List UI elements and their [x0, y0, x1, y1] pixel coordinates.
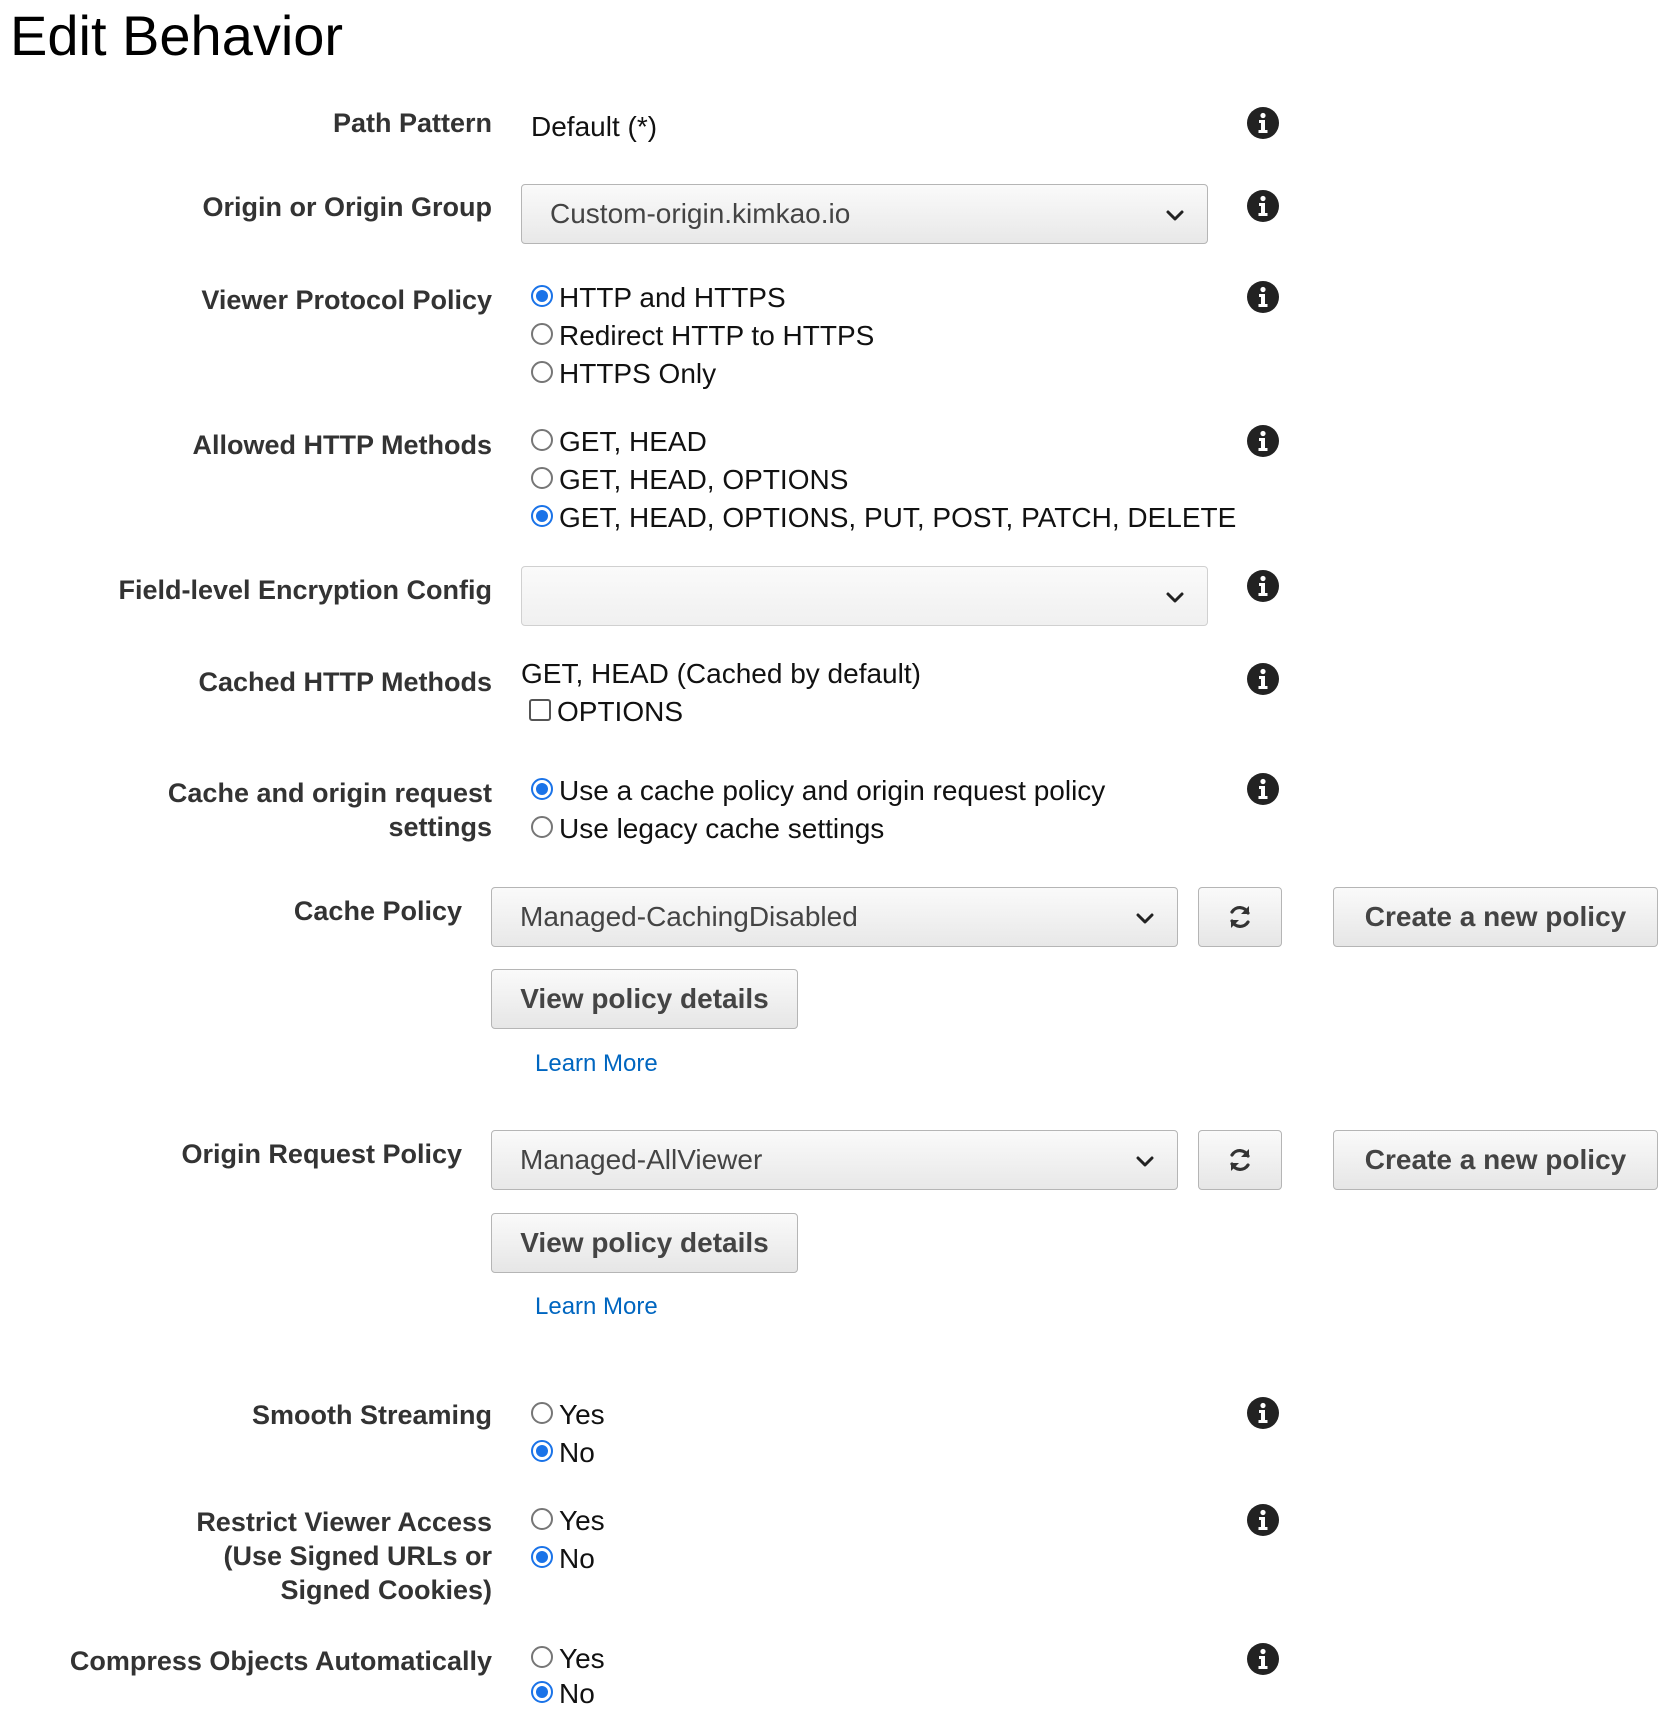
option-label: No: [559, 1543, 595, 1574]
radio-button[interactable]: [531, 323, 553, 345]
info-icon[interactable]: [1246, 106, 1280, 140]
fle-config-select[interactable]: [521, 566, 1208, 626]
info-icon[interactable]: [1246, 1503, 1280, 1537]
restrict-viewer-option-yes[interactable]: [531, 1503, 605, 1539]
cache-policy-learn-more-link[interactable]: Learn More: [535, 1050, 658, 1077]
option-label: Yes: [559, 1399, 605, 1430]
cached-methods-default-text: GET, HEAD (Cached by default): [521, 658, 921, 689]
chevron-down-icon: [1135, 908, 1155, 928]
cached-methods-label: Cached HTTP Methods: [198, 667, 492, 697]
option-label: Yes: [559, 1643, 605, 1674]
cache-settings-label-line1: Cache and origin request: [167, 778, 492, 808]
info-icon[interactable]: [1246, 1642, 1280, 1676]
cache-policy-create-button[interactable]: Create a new policy: [1333, 887, 1658, 947]
radio-button[interactable]: [531, 505, 553, 527]
restrict-viewer-option-no[interactable]: [531, 1541, 595, 1577]
cached-methods-options-checkbox[interactable]: [529, 694, 683, 730]
compress-label: Compress Objects Automatically: [69, 1646, 492, 1676]
allowed-methods-option-get-head-options[interactable]: [531, 462, 848, 498]
allowed-methods-option-all[interactable]: [531, 500, 1236, 536]
smooth-streaming-option-no[interactable]: [531, 1435, 595, 1471]
info-icon[interactable]: [1246, 280, 1280, 314]
info-icon[interactable]: [1246, 424, 1280, 458]
option-label: Use a cache policy and origin request policy: [559, 775, 1106, 806]
radio-button[interactable]: [531, 1402, 553, 1424]
origin-select[interactable]: [521, 184, 1208, 244]
viewer-protocol-label: Viewer Protocol Policy: [201, 285, 492, 315]
radio-button[interactable]: [531, 1440, 553, 1462]
page-title: Edit Behavior: [10, 4, 344, 67]
viewer-protocol-option-https-only[interactable]: [531, 356, 716, 392]
option-label: No: [559, 1678, 595, 1709]
option-label: OPTIONS: [557, 696, 684, 727]
option-label: GET, HEAD, OPTIONS: [559, 464, 849, 495]
option-label: Use legacy cache settings: [559, 813, 885, 844]
origin-select-value: Custom-origin.kimkao.io: [550, 198, 851, 229]
origin-request-policy-view-details-button[interactable]: View policy details: [491, 1213, 798, 1273]
origin-request-policy-label: Origin Request Policy: [181, 1139, 462, 1169]
origin-label: Origin or Origin Group: [202, 192, 492, 222]
radio-button[interactable]: [531, 429, 553, 451]
fle-config-label: Field-level Encryption Config: [118, 575, 492, 605]
radio-button[interactable]: [531, 778, 553, 800]
info-icon[interactable]: [1246, 662, 1280, 696]
origin-request-policy-create-button[interactable]: Create a new policy: [1333, 1130, 1658, 1190]
cache-policy-label: Cache Policy: [293, 896, 462, 926]
radio-button[interactable]: [531, 361, 553, 383]
cache-settings-label-line2: settings: [388, 812, 492, 842]
radio-button[interactable]: [531, 285, 553, 307]
info-icon[interactable]: [1246, 1396, 1280, 1430]
radio-button[interactable]: [531, 467, 553, 489]
path-pattern-value: Default (*): [531, 111, 658, 142]
cache-policy-view-details-button[interactable]: View policy details: [491, 969, 798, 1029]
viewer-protocol-option-http-https[interactable]: [531, 280, 786, 316]
smooth-streaming-option-yes[interactable]: [531, 1397, 605, 1433]
radio-button[interactable]: [531, 1508, 553, 1530]
allowed-methods-option-get-head[interactable]: [531, 424, 707, 460]
radio-button[interactable]: [531, 1546, 553, 1568]
origin-request-policy-learn-more-link[interactable]: Learn More: [535, 1293, 658, 1320]
chevron-down-icon: [1135, 1151, 1155, 1171]
restrict-viewer-label-line1: Restrict Viewer Access: [196, 1507, 492, 1537]
viewer-protocol-option-redirect[interactable]: [531, 318, 874, 354]
option-label: HTTP and HTTPS: [559, 282, 786, 313]
path-pattern-label: Path Pattern: [332, 108, 492, 138]
info-icon[interactable]: [1246, 772, 1280, 806]
info-icon[interactable]: [1246, 189, 1280, 223]
cache-settings-option-policy[interactable]: [531, 773, 1105, 809]
restrict-viewer-label-line3: Signed Cookies): [280, 1575, 492, 1605]
refresh-icon: [1226, 1146, 1254, 1174]
origin-request-policy-select-value: Managed-AllViewer: [520, 1144, 763, 1175]
radio-button[interactable]: [531, 816, 553, 838]
radio-button[interactable]: [531, 1646, 553, 1668]
restrict-viewer-label-line2: (Use Signed URLs or: [223, 1541, 492, 1571]
option-label: GET, HEAD, OPTIONS, PUT, POST, PATCH, DELETE: [559, 502, 1237, 533]
option-label: Redirect HTTP to HTTPS: [559, 320, 875, 351]
option-label: Yes: [559, 1505, 605, 1536]
compress-option-no[interactable]: [531, 1676, 595, 1712]
option-label: No: [559, 1437, 595, 1468]
cache-policy-refresh-button[interactable]: [1198, 887, 1282, 947]
refresh-icon: [1226, 903, 1254, 931]
option-label: GET, HEAD: [559, 426, 707, 457]
origin-request-policy-refresh-button[interactable]: [1198, 1130, 1282, 1190]
chevron-down-icon: [1165, 587, 1185, 607]
checkbox[interactable]: [529, 699, 551, 721]
allowed-methods-label: Allowed HTTP Methods: [192, 430, 492, 460]
cache-policy-select[interactable]: [491, 887, 1178, 947]
info-icon[interactable]: [1246, 569, 1280, 603]
smooth-streaming-label: Smooth Streaming: [251, 1400, 492, 1430]
compress-option-yes[interactable]: [531, 1641, 605, 1677]
option-label: HTTPS Only: [559, 358, 717, 389]
cache-settings-option-legacy[interactable]: [531, 811, 884, 847]
cache-policy-select-value: Managed-CachingDisabled: [520, 901, 858, 932]
chevron-down-icon: [1165, 205, 1185, 225]
origin-request-policy-select[interactable]: [491, 1130, 1178, 1190]
radio-button[interactable]: [531, 1681, 553, 1703]
